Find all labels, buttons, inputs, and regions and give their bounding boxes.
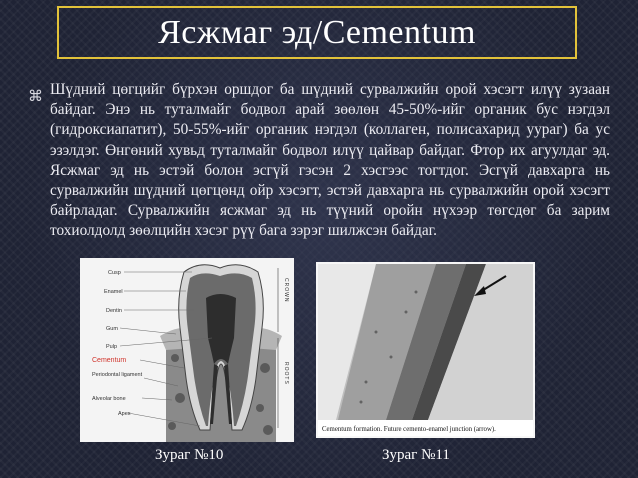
bullet-icon: ⌘ (28, 87, 43, 105)
label-periodontal-ligament: Periodontal ligament (92, 372, 143, 378)
title-frame (57, 6, 577, 59)
label-cementum: Cementum (92, 357, 127, 364)
label-apex: Apex (118, 411, 131, 417)
figure11-caption: Зураг №11 (382, 447, 450, 463)
label-roots: ROOTS (283, 362, 289, 385)
figure10-caption: Зураг №10 (155, 447, 224, 463)
label-alveolar-bone: Alveolar bone (92, 396, 126, 402)
micrograph-svg (316, 262, 535, 438)
micrograph-figure (316, 262, 535, 438)
label-dentin: Dentin (106, 308, 122, 314)
label-enamel: Enamel (104, 289, 123, 295)
slide-title: Ясжмаг эд/Cementum (158, 13, 476, 51)
body-paragraph: Шүдний цөгцийг бүрхэн оршдог ба шүдний сурвалжийн орой хэсэгт илүү зузаан байдаг. Энэ нь туталмайг бодвол арай зөөлөн 45-50%-ийг органик бус нэгдэл (гидроксиапатит), 50-55%-ийг органик нэгдэл (коллаген, полисахарид ууpaг) ба ус эзэлдэг. Өнгөний хувьд туталмайг бодвол илүү цайвар байдаг. Фтор их агуулдаг эд. Ясжмаг эд нь эстэй болон эсгүй гэсэн 2 хэсгээс тогтдог. Эсгүй давхарга нь сурвалжийн шүдний цөгцөнд ойр хэсэгт, эстэй давхарга нь сурвалжийн орой хэсэгт байрладаг. Сурвалжийн ясжмаг эд нь түүний оройн нүхээр төгсдөг ба зарим тохиолдолд зөөлцийн хэсэг рүү бага зэрэг шилжсэн байдаг. (50, 81, 610, 240)
label-cusp: Cusp (108, 270, 121, 276)
label-pulp: Pulp (106, 344, 118, 350)
label-crown: CROWN (283, 278, 289, 303)
micrograph-caption: Cementum formation. Future cemento-enamel junction (arrow). (322, 426, 496, 433)
tooth-diagram-figure (80, 258, 294, 442)
tooth-diagram-svg (80, 258, 294, 442)
label-gum: Gum (106, 326, 118, 332)
